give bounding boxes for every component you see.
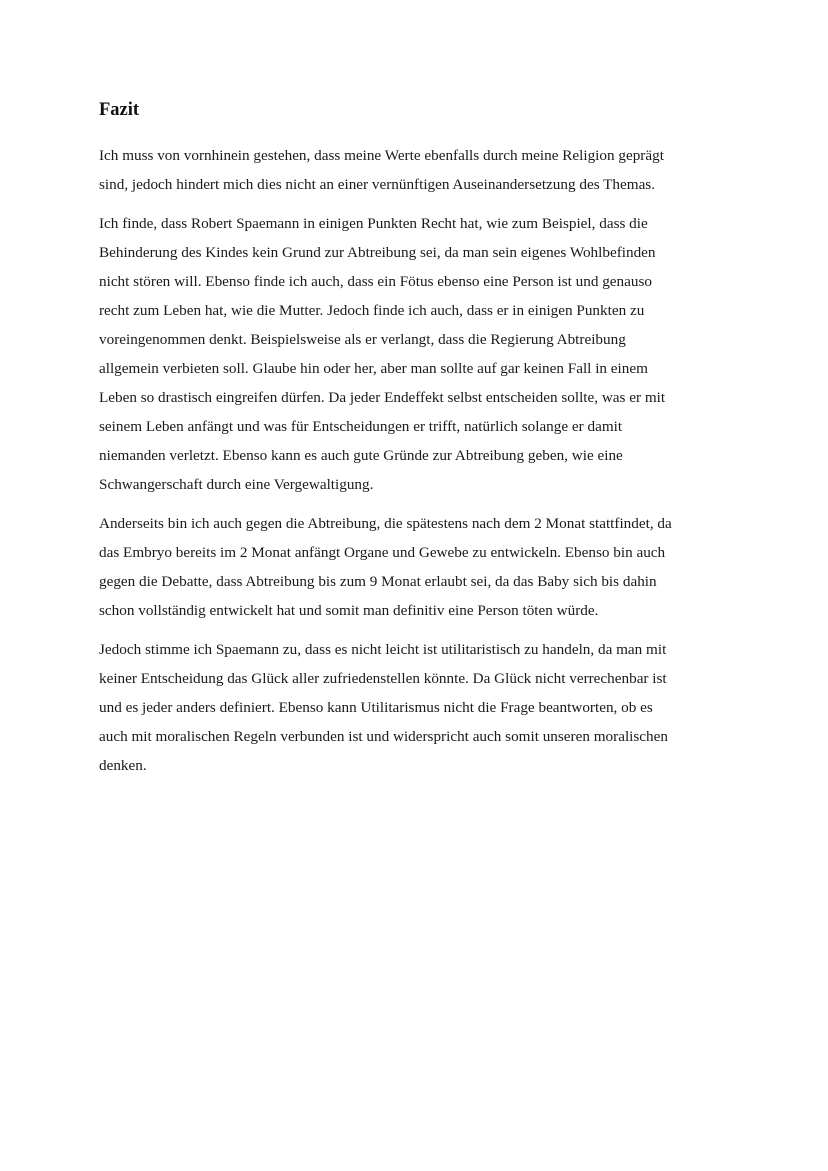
text-line: keiner Entscheidung das Glück aller zufriedenstellen könnte. Da Glück nicht verrechenbar ist: [99, 670, 667, 687]
text-line: recht zum Leben hat, wie die Mutter. Jedoch finde ich auch, dass er in einigen Punkten zu: [99, 302, 645, 319]
text-line: Ich finde, dass Robert Spaemann in einigen Punkten Recht hat, wie zum Beispiel, dass die: [99, 215, 648, 232]
paragraph-spaemann: [99, 209, 729, 499]
text-line: Leben so drastisch eingreifen dürfen. Da jeder Endeffekt selbst entscheiden sollte, was er mit: [99, 389, 666, 406]
text-line: seinem Leben anfängt und was für Entscheidungen er trifft, natürlich solange er damit: [99, 418, 623, 435]
text-line: und es jeder anders definiert. Ebenso kann Utilitarismus nicht die Frage beantworten, ob es: [99, 699, 653, 716]
paragraph-utilitarismus: [99, 635, 729, 780]
document-page: [99, 98, 729, 790]
text-line: schon vollständig entwickelt hat und somit man definitiv eine Person töten würde.: [99, 602, 599, 619]
text-line: allgemein verbieten soll. Glaube hin oder her, aber man sollte auf gar keinen Fall in einem: [99, 360, 648, 377]
paragraph-anderseits: [99, 509, 729, 625]
text-line: nicht stören will. Ebenso finde ich auch, dass ein Fötus ebenso eine Person ist und genauso: [99, 273, 652, 290]
text-line: voreingenommen denkt. Beispielsweise als er verlangt, dass die Regierung Abtreibung: [99, 331, 626, 348]
text-line: denken.: [99, 757, 147, 774]
text-line: Jedoch stimme ich Spaemann zu, dass es nicht leicht ist utilitaristisch zu handeln, da man mit: [99, 641, 667, 658]
page-title: Fazit: [99, 100, 140, 120]
text-line: gegen die Debatte, dass Abtreibung bis zum 9 Monat erlaubt sei, da das Baby sich bis dahin: [99, 573, 657, 590]
text-line: Schwangerschaft durch eine Vergewaltigung.: [99, 476, 374, 493]
text-line: niemanden verletzt. Ebenso kann es auch gute Gründe zur Abtreibung geben, wie eine: [99, 447, 623, 464]
text-line: das Embryo bereits im 2 Monat anfängt Organe und Gewebe zu entwickeln. Ebenso bin auch: [99, 544, 666, 561]
text-line: Behinderung des Kindes kein Grund zur Abtreibung sei, da man sein eigenes Wohlbefinden: [99, 244, 656, 261]
text-line: auch mit moralischen Regeln verbunden ist und widerspricht auch somit unseren moralischen: [99, 728, 668, 745]
paragraph-intro: [99, 141, 729, 199]
text-line: Ich muss von vornhinein gestehen, dass meine Werte ebenfalls durch meine Religion geprägt: [99, 147, 664, 164]
text-line: sind, jedoch hindert mich dies nicht an einer vernünftigen Auseinandersetzung des Themas.: [99, 176, 656, 193]
text-line: Anderseits bin ich auch gegen die Abtreibung, die spätestens nach dem 2 Monat stattfindet, da: [99, 515, 672, 532]
